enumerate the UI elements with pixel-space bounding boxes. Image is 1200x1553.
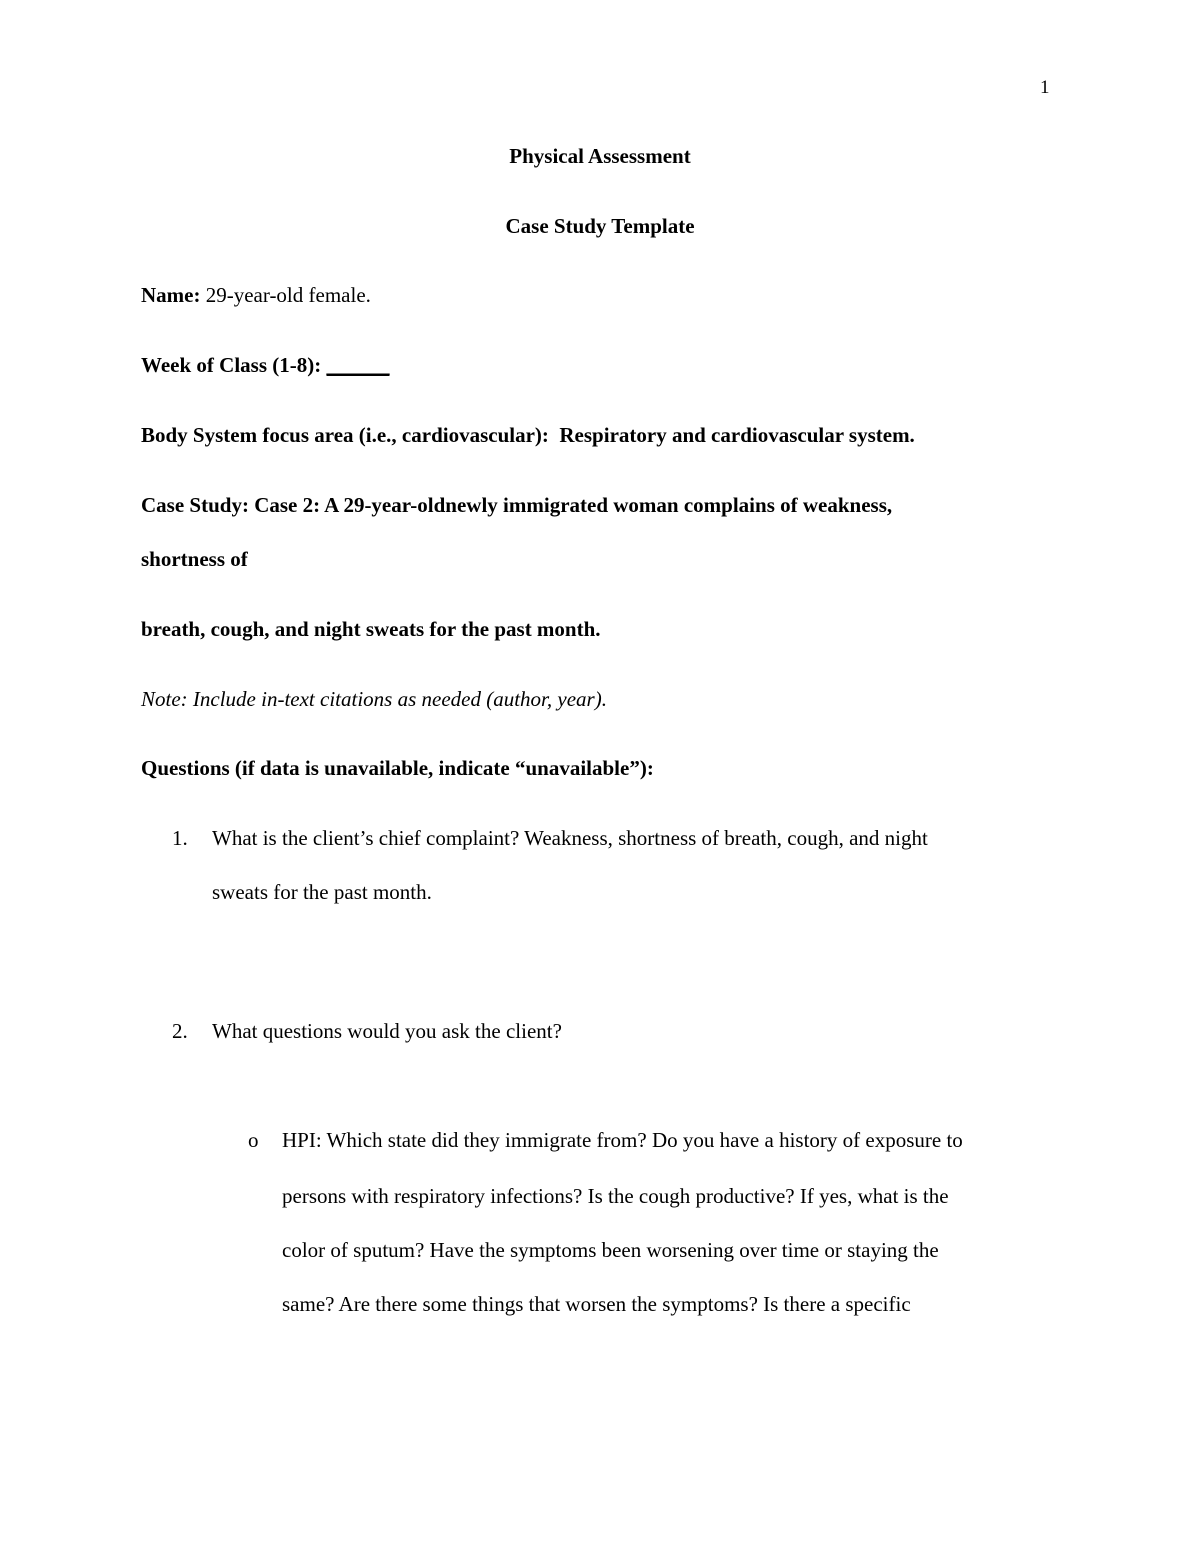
hpi-line-2: persons with respiratory infections? Is the cough productive? If yes, what is the [282,1184,949,1208]
page-number: 1 [1040,77,1050,98]
case-study-text-1: Case 2: A 29-year-oldnewly immigrated woman complains of weakness, [254,493,893,517]
body-system-label: Body System focus area (i.e., cardiovascular): [141,423,549,447]
questions-heading: Questions (if data is unavailable, indicate “unavailable”): [141,756,654,780]
body-system-value: Respiratory and cardiovascular system. [559,423,915,447]
week-line [141,351,389,379]
name-line [141,281,371,309]
week-blank: ______ [326,353,390,377]
name-value: 29-year-old female. [205,283,371,307]
hpi-line-3: color of sputum? Have the symptoms been worsening over time or staying the [282,1238,939,1262]
body-system-line [141,421,915,449]
question-1-line-1: What is the client’s chief complaint? Weakness, shortness of breath, cough, and night [212,826,928,850]
case-study-label: Case Study: [141,493,249,517]
hpi-line-4: same? Are there some things that worsen the symptoms? Is there a specific [282,1292,911,1316]
question-2-number: 2. [172,1019,188,1043]
hpi-bullet-marker: o [248,1128,259,1152]
document-title: Physical Assessment [509,144,691,168]
question-1-line-2: sweats for the past month. [212,880,432,904]
name-label: Name: [141,283,201,307]
week-label: Week of Class (1-8): [141,353,322,377]
question-1-number: 1. [172,826,188,850]
document-subtitle: Case Study Template [505,214,695,238]
case-study-line-3: breath, cough, and night sweats for the past month. [141,617,601,641]
case-study-line-1 [141,491,892,519]
question-2-line-1: What questions would you ask the client? [212,1019,562,1043]
case-study-line-2: shortness of [141,547,248,571]
hpi-line-1: HPI: Which state did they immigrate from? Do you have a history of exposure to [282,1128,963,1152]
note-text: Note: Include in-text citations as needed (author, year). [141,687,607,711]
